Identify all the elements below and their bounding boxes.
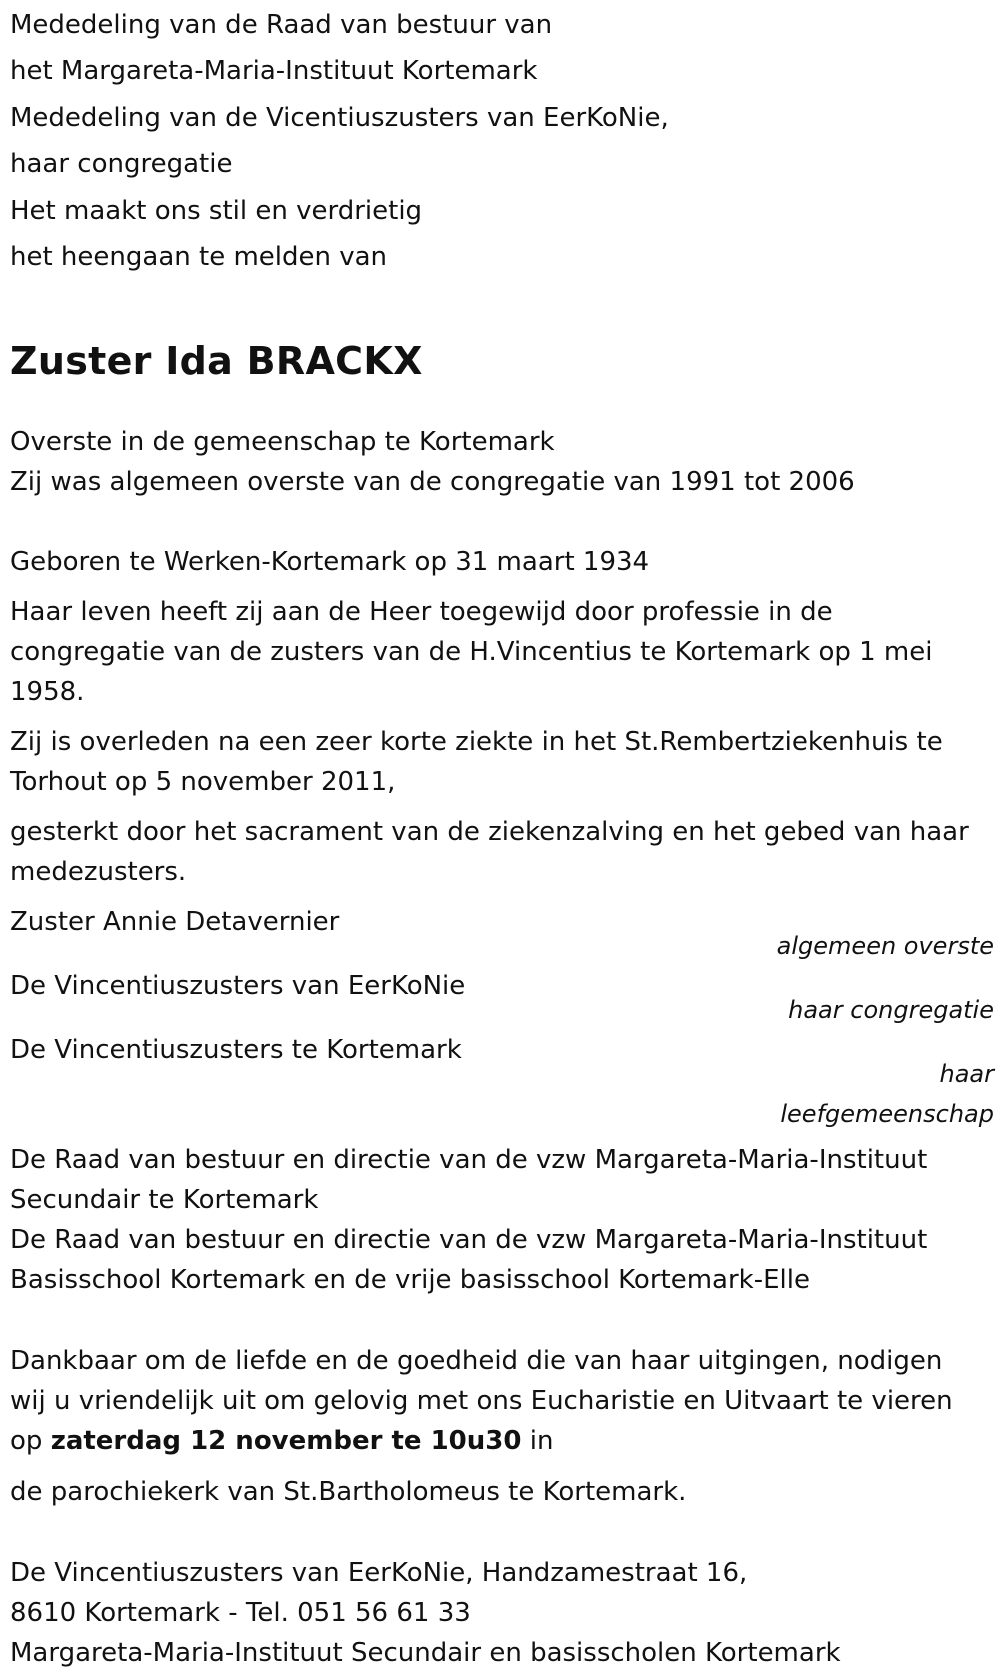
- bio-line: Zij is overleden na een zeer korte ziekte in het St.Rembertziekenhuis te: [10, 727, 943, 757]
- mourner-role: haar: [939, 1060, 994, 1088]
- funeral-datetime: zaterdag 12 november te 10u30: [50, 1426, 522, 1456]
- invitation-line: wij u vriendelijk uit om gelovig met ons Eucharistie en Uitvaart te vieren: [10, 1386, 953, 1416]
- contact-line: De Vincentiuszusters van EerKoNie, Handzamestraat 16,: [10, 1558, 748, 1588]
- bio-line: congregatie van de zusters van de H.Vincentius te Kortemark op 1 mei: [10, 637, 933, 667]
- function-line: Zij was algemeen overste van de congregatie van 1991 tot 2006: [10, 467, 855, 497]
- invitation-line: de parochiekerk van St.Bartholomeus te Kortemark.: [10, 1477, 687, 1507]
- intro-line: haar congregatie: [10, 149, 233, 179]
- mourner-role: haar congregatie: [788, 996, 994, 1024]
- mourner-name: Zuster Annie Detavernier: [10, 907, 340, 937]
- intro-line: het heengaan te melden van: [10, 242, 388, 272]
- mourner-name: De Vincentiuszusters te Kortemark: [10, 1035, 462, 1065]
- bio-line: 1958.: [10, 677, 85, 707]
- intro-line: Mededeling van de Vicentiuszusters van EerKoNie,: [10, 103, 669, 133]
- mourner-name: De Vincentiuszusters van EerKoNie: [10, 971, 466, 1001]
- board-line: Basisschool Kortemark en de vrije basisschool Kortemark-Elle: [10, 1265, 810, 1295]
- bio-line: Geboren te Werken-Kortemark op 31 maart 1934: [10, 547, 650, 577]
- bio-line: gesterkt door het sacrament van de ziekenzalving en het gebed van haar: [10, 817, 969, 847]
- contact-line: Margareta-Maria-Instituut Secundair en basisscholen Kortemark: [10, 1638, 841, 1668]
- board-line: Secundair te Kortemark: [10, 1185, 319, 1215]
- deceased-name: Zuster Ida BRACKX: [10, 339, 423, 383]
- intro-line: het Margareta-Maria-Instituut Kortemark: [10, 56, 538, 86]
- mourner-role: algemeen overste: [776, 932, 994, 960]
- bio-line: Torhout op 5 november 2011,: [10, 767, 396, 797]
- invitation-line: [10, 1421, 553, 1461]
- intro-line: Mededeling van de Raad van bestuur van: [10, 10, 553, 40]
- intro-line: Het maakt ons stil en verdrietig: [10, 196, 423, 226]
- function-line: Overste in de gemeenschap te Kortemark: [10, 427, 555, 457]
- mourner-role: leefgemeenschap: [780, 1100, 994, 1128]
- bio-line: medezusters.: [10, 857, 187, 887]
- invitation-line: Dankbaar om de liefde en de goedheid die van haar uitgingen, nodigen: [10, 1346, 943, 1376]
- bio-line: Haar leven heeft zij aan de Heer toegewijd door professie in de: [10, 597, 833, 627]
- board-line: De Raad van bestuur en directie van de vzw Margareta-Maria-Instituut: [10, 1145, 928, 1175]
- invitation-prefix: op: [10, 1426, 51, 1456]
- board-line: De Raad van bestuur en directie van de vzw Margareta-Maria-Instituut: [10, 1225, 928, 1255]
- contact-line: 8610 Kortemark - Tel. 051 56 61 33: [10, 1598, 471, 1628]
- invitation-suffix: in: [521, 1426, 554, 1456]
